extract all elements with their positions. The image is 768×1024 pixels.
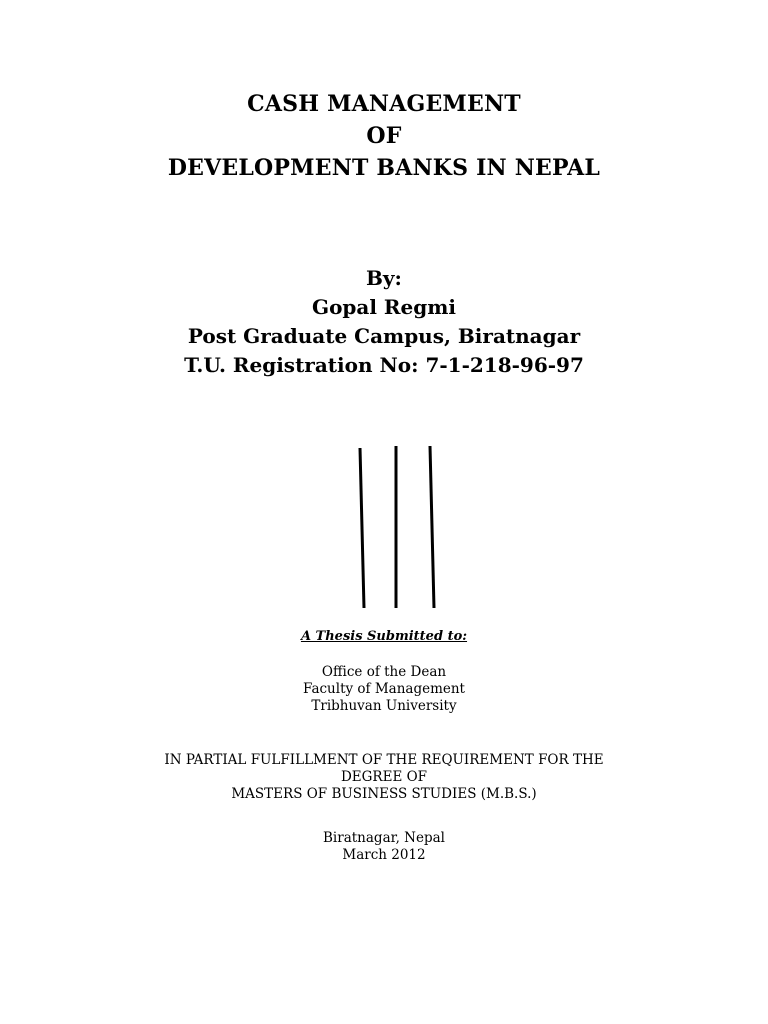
place-date-block <box>0 830 768 864</box>
ornament-line-left <box>360 448 364 608</box>
author-block <box>0 264 768 380</box>
author-campus: Post Graduate Campus, Biratnagar <box>187 324 581 348</box>
author-name: Gopal Regmi <box>311 295 456 319</box>
office-block <box>0 664 768 715</box>
place: Biratnagar, Nepal <box>323 830 445 846</box>
ornament-line-right <box>430 446 434 608</box>
by-label: By: <box>366 266 402 290</box>
degree-statement <box>0 752 768 803</box>
faculty-name: Faculty of Management <box>303 681 465 697</box>
thesis-title <box>0 88 768 184</box>
university-name: Tribhuvan University <box>311 698 457 714</box>
degree-line-1: IN PARTIAL FULFILLMENT OF THE REQUIREMENT FOR THE <box>164 752 604 768</box>
degree-line-3: MASTERS OF BUSINESS STUDIES (M.B.S.) <box>231 786 537 802</box>
title-line-2: OF <box>366 123 402 149</box>
office-of-dean: Office of the Dean <box>321 664 447 680</box>
title-line-3: DEVELOPMENT BANKS IN NEPAL <box>167 155 601 181</box>
submitted-to-heading: A Thesis Submitted to: <box>300 629 468 644</box>
title-line-1: CASH MANAGEMENT <box>247 91 521 117</box>
degree-line-2: DEGREE OF <box>340 769 428 785</box>
registration-number: T.U. Registration No: 7-1-218-96-97 <box>184 353 584 377</box>
date: March 2012 <box>342 847 426 863</box>
